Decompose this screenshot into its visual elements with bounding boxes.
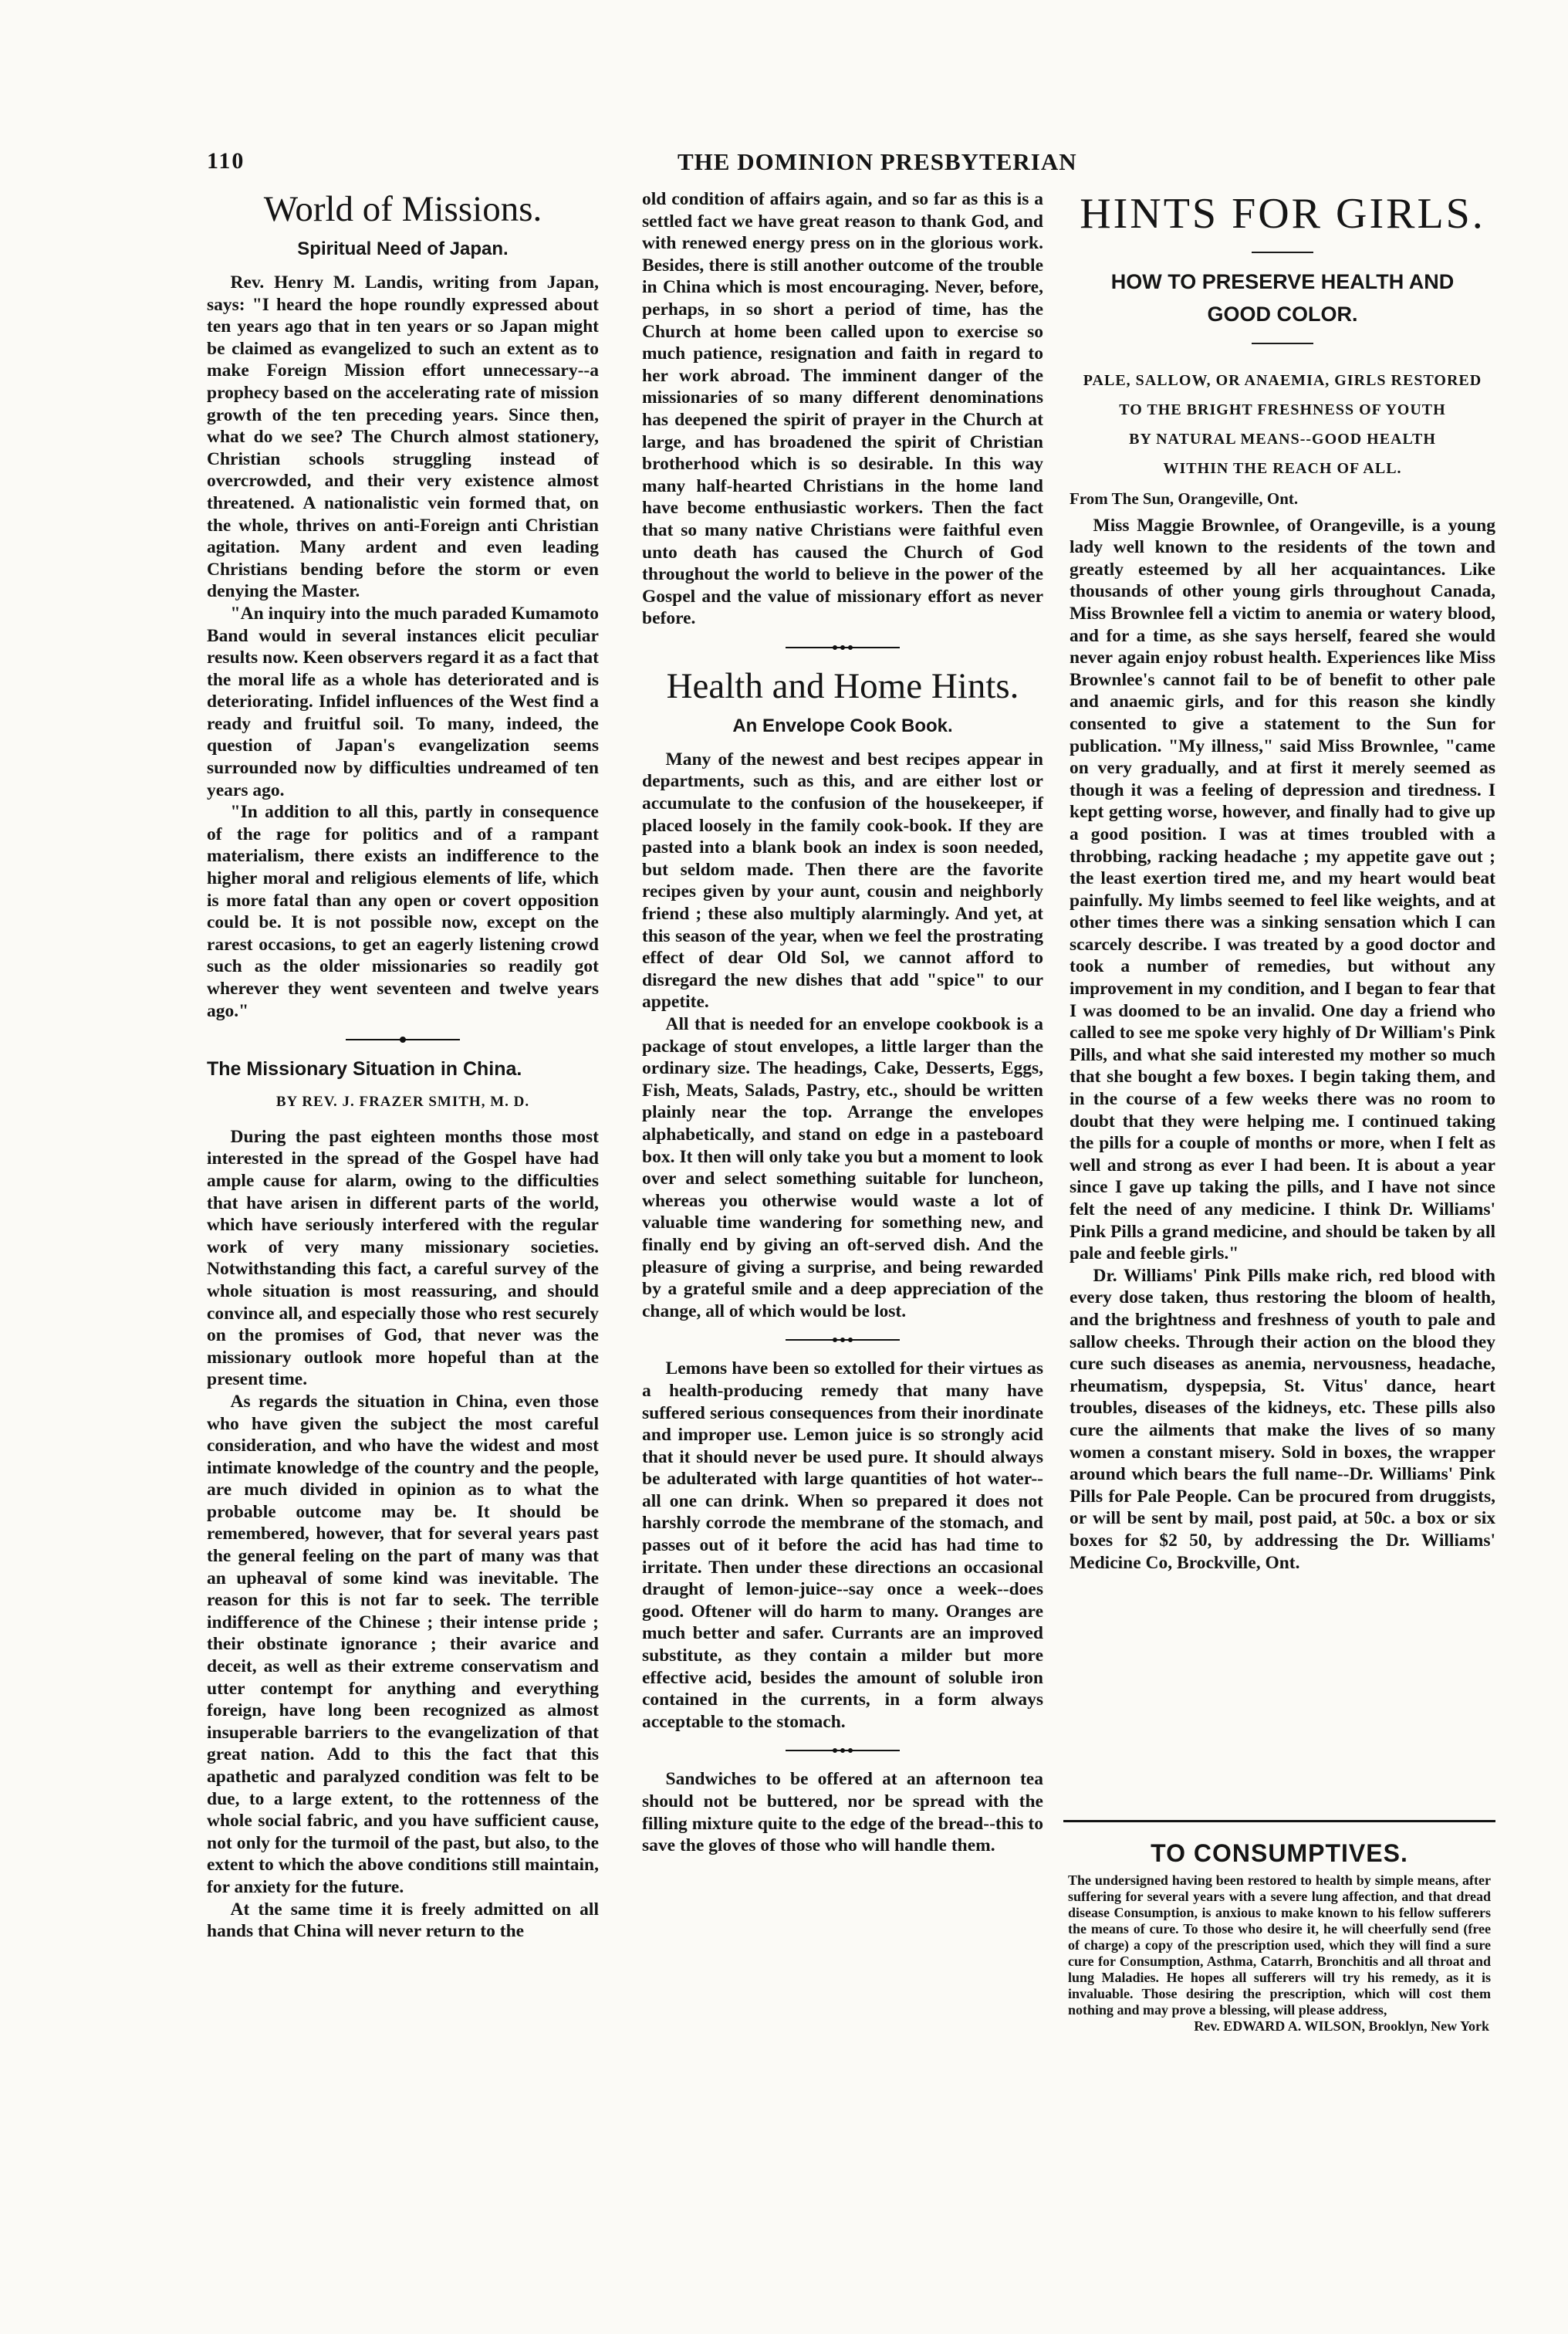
lemons-paragraph: Lemons have been so extolled for their virtues as a health-producing remedy that many have suffered serious consequences from their inordinate and improper use. Lemon juice is so strongly acid that it should never be used pure. It should always be adulterated with large quantities of hot water--all one can drink. When so prepared it does not harshly corrode the membrane of the stomach, and passes out of it before the acid has had time to irritate. Then under these directions an occasional draught of lemon-juice--say once a week--does good. Oftener will do harm to many. Oranges are much better and safer. Currants are an improved substitute, as they contain a milder but more effective acid, besides the amount of soluble iron contained in the currents, in a form always acceptable to the stomach.	[642, 1358, 1043, 1732]
ad-signature: Rev. EDWARD A. WILSON, Brooklyn, New York	[1194, 2018, 1489, 2034]
column-3	[1070, 188, 1495, 1574]
hints-caps-block	[1070, 366, 1495, 483]
caps-line: WITHIN THE REACH OF ALL.	[1163, 460, 1402, 477]
china-continued-paragraph: old condition of affairs again, and so far as this is a settled fact we have great reason to thank God, and with renewed energy press on in the glorious work. Besides, there is still another outcome of the trouble in China which is most encouraging. Never, before, perhaps, in so short a period of time, has the Church at home been called upon to exercise so much patience, resignation and faith in regard to her work abroad. The imminent danger of the missionaries of so many different denominations has deepened the spirit of prayer in the Church at large, and has broadened the spirit of Christian brotherhood which is so desirable. In this way many half-hearted Christians in the home land have become enthusiastic workers. Then the fact that so many native Christians were faithful even unto death has caused the Church of God throughout the world to believe in the power of the Gospel and the value of missionary effort as never before.	[642, 189, 1043, 629]
china-paragraph: During the past eighteen months those most interested in the spread of the Gospel have had ample cause for alarm, owing to the difficulties that have arisen in different parts of the world, which have seriously interfered with the regular work of very many missionary societies. Notwithstanding this fact, a careful survey of the whole situation is most reassuring, and should convince all, and especially those who rest securely on the promises of God, that never was the missionary outlook more hopeful than at the present time.	[207, 1126, 599, 1390]
ornament-divider	[346, 1036, 460, 1044]
china-paragraph: As regards the situation in China, even those who have given the subject the most careful consideration, and who have the widest and most intimate knowledge of the country and the people, are much divided in opinion as to what the probable outcome may be. It should be remembered, however, that for several years past the general feeling on the part of many was that an upheaval of some kind was inevitable. The reason for this is not far to seek. The terrible indifference of the Chinese ; their intense pride ; their obstinate ignorance ; their avarice and deceit, as well as their extreme conservatism and utter contempt for anything and everything foreign, have long been recognized as almost insuperable barriers to the evangelization of that great nation. Add to this the fact that this apathetic and paralyzed condition was felt to be due, to a large extent, to the rottenness of the whole social fabric, and you have sufficient cause, not only for the turmoil of the past, but also, to the extent to which the above conditions still maintain, for anxiety for the future.	[207, 1391, 599, 1897]
japan-paragraph: Rev. Henry M. Landis, writing from Japan, says: "I heard the hope roundly expressed about ten years ago that in ten years or so Japan might be claimed as evangelized to such an extent as to make Foreign Mission effort unnecessary--a prophecy based on the accelerating rate of mission growth of the ten preceding years. Since then, what do we see? The Church almost stationery, Christian schools struggling instead of overcrowded, and their very existence almost threatened. A nationalistic vein formed that, on the whole, thrives on anti-Foreign anti Christian agitation. Many ardent and even leading Christians bending before the storm or even denying the Master.	[207, 272, 599, 602]
health-heading: Health and Home Hints.	[666, 665, 1019, 706]
ad-title: TO CONSUMPTIVES.	[1151, 1839, 1408, 1867]
hints-paragraph: Dr. Williams' Pink Pills make rich, red blood with every dose taken, thus restoring the bloom of health, and the brightness and freshness of youth to pale and sallow cheeks. Through their action on the blood they cure such diseases as anemia, nervousness, headache, rheumatism, dyspepsia, St. Vitus' dance, heart troubles, diseases of the kidneys, etc. These pills also cure the ailments that make the lives of so many women a constant misery. Sold in boxes, the wrapper around which bears the full name--Dr. Williams' Pink Pills for Pale People. Can be procured from druggists, or will be sent by mail, post paid, at 50c. a box or six boxes for $2 50, by addressing the Dr. Williams' Medicine Co, Brockville, Ont.	[1070, 1265, 1495, 1573]
caps-line: BY NATURAL MEANS--GOOD HEALTH	[1129, 431, 1436, 448]
hints-subhead-line: HOW TO PRESERVE HEALTH AND	[1110, 270, 1455, 293]
hints-subhead	[1070, 266, 1495, 330]
china-byline: BY REV. J. FRAZER SMITH, M. D.	[275, 1094, 530, 1111]
hints-source: From The Sun, Orangeville, Ont.	[1070, 489, 1299, 508]
cookbook-paragraph: Many of the newest and best recipes appear in departments, such as this, and are either lost or accumulate to the confusion of the housekeeper, if placed loosely in the family cook-book. If they are pasted into a blank book an index is soon needed, but seldom made. Then there are the favorite recipes given by your aunt, cousin and neighborly friend ; these also multiply alarmingly. And yet, at this season of the year, when we feel the prostrating effect of dear Old Sol, we cannot afford to disregard the new dishes that add "spice" to our appetite.	[642, 749, 1043, 1013]
ornament-divider	[786, 1336, 900, 1344]
rule-divider	[1252, 252, 1313, 253]
sandwiches-paragraph: Sandwiches to be offered at an afternoon tea should not be buttered, nor be spread with the filling mixture quite to the edge of the bread--this to save the gloves of those who will handle them.	[642, 1769, 1043, 1856]
hints-subhead-line: GOOD COLOR.	[1207, 303, 1358, 326]
consumptives-advertisement	[1063, 1820, 1495, 2034]
missions-heading: World of Missions.	[263, 189, 542, 229]
japan-paragraph: "In addition to all this, partly in consequence of the rage for politics and of a rampant materialism, there exists an indifference to the higher moral and religious elements of life, which is more fatal than any open or covert opposition could be. It is not possible now, except on the rarest occasions, to get an eagerly listening crowd such as the older missionaries so readily got wherever they went seventeen and twelve years ago."	[207, 802, 599, 1021]
ornament-divider	[786, 644, 900, 651]
ornament-divider	[786, 1747, 900, 1754]
rule-divider	[1252, 343, 1313, 344]
cookbook-paragraph: All that is needed for an envelope cookbook is a package of stout envelopes, a little larger than the ordinary size. The headings, Cake, Desserts, Eggs, Fish, Meats, Salads, Pastry, etc., should be written plainly near the top. Arrange the envelopes alphabetically, and stand on edge in a pasteboard box. It then will only take you but a moment to look over and select something suitable for luncheon, whereas you otherwise would waste a lot of valuable time wandering for something new, and finally end by giving an oft-served dish. And the pleasure of giving a surprise, and being rewarded by a grateful smile and a deep appreciation of the change, all of which would be lost.	[642, 1014, 1043, 1321]
china-paragraph: At the same time it is freely admitted on all hands that China will never return to the	[207, 1899, 599, 1942]
caps-line: TO THE BRIGHT FRESHNESS OF YOUTH	[1119, 401, 1446, 418]
hints-paragraph: Miss Maggie Brownlee, of Orangeville, is a young lady well known to the residents of the town and greatly esteemed by all her acquaintances. Like thousands of other young girls throughout Canada, Miss Brownlee fell a victim to anemia or watery blood, and for a time, as she says herself, feared she would never again enjoy robust health. Experiences like Miss Brownlee's cannot fail to be of benefit to other pale and anaemic girls, and for this reason she kindly consented to give a statement to the Sun for publication. "My illness," said Miss Brownlee, "came on very gradually, and at first it merely seemed as though it was a feeling of depression and tiredness. I kept getting worse, however, and finally had to give up a good position. I was at times troubled with a throbbing, racking headache ; my appetite gave out ; the least exertion tired me, and my heart would beat painfully. My limbs seemed to feel like weights, and at other times there was a sinking sensation which I can scarcely describe. I was treated by a good doctor and took a number of remedies, but without any improvement in my condition, and I began to fear that I was doomed to be an invalid. One day a friend who called to see me spoke very highly of Dr William's Pink Pills, and what she said interested my mother so much that she bought a few boxes. I begin taking them, and in the course of a few weeks there was no room to doubt that they were helping me. I continued taking the pills for a couple of months or more, when I felt as well and strong as ever I had been. It is about a year since I gave up taking the pills, and I have not since felt the need of any medicine. I think Dr. Williams' Pink Pills a grand medicine, and should be taken by all pale and feeble girls."	[1070, 515, 1495, 1264]
journal-title: THE DOMINION PRESBYTERIAN	[678, 148, 1077, 175]
cookbook-subhead: An Envelope Cook Book.	[732, 715, 953, 736]
running-head	[0, 148, 1568, 179]
japan-subhead: Spiritual Need of Japan.	[297, 238, 509, 259]
page-number: 110	[207, 148, 245, 174]
hints-heading: HINTS FOR GIRLS.	[1080, 190, 1485, 238]
column-1	[207, 188, 599, 1943]
china-subhead: The Missionary Situation in China.	[207, 1058, 522, 1081]
column-2	[642, 188, 1043, 1857]
japan-paragraph: "An inquiry into the much paraded Kumamoto Band would in several instances elicit peculiar results now. Keen observers regard it as a fact that the moral life as a whole has deteriorated and is deteriorating. Infidel influences of the West find a ready and fruitful soil. To many, indeed, the question of Japan's evangelization seems surrounded now by difficulties undreamed of ten years ago.	[207, 603, 599, 800]
ad-body: The undersigned having been restored to health by simple means, after suffering for several years with a severe lung affection, and that dread disease Consumption, is anxious to make known to his fellow sufferers the means of cure. To those who desire it, he will cheerfully send (free of charge) a copy of the prescription used, which they will find a sure cure for Consumption, Asthma, Catarrh, Bronchitis and all throat and lung Maladies. He hopes all sufferers will try his remedy, as it is invaluable. Those desiring the prescription, which will cost them nothing and may prove a blessing, will please address,	[1068, 1872, 1491, 2018]
caps-line: PALE, SALLOW, OR ANAEMIA, GIRLS RESTORED	[1083, 372, 1482, 389]
